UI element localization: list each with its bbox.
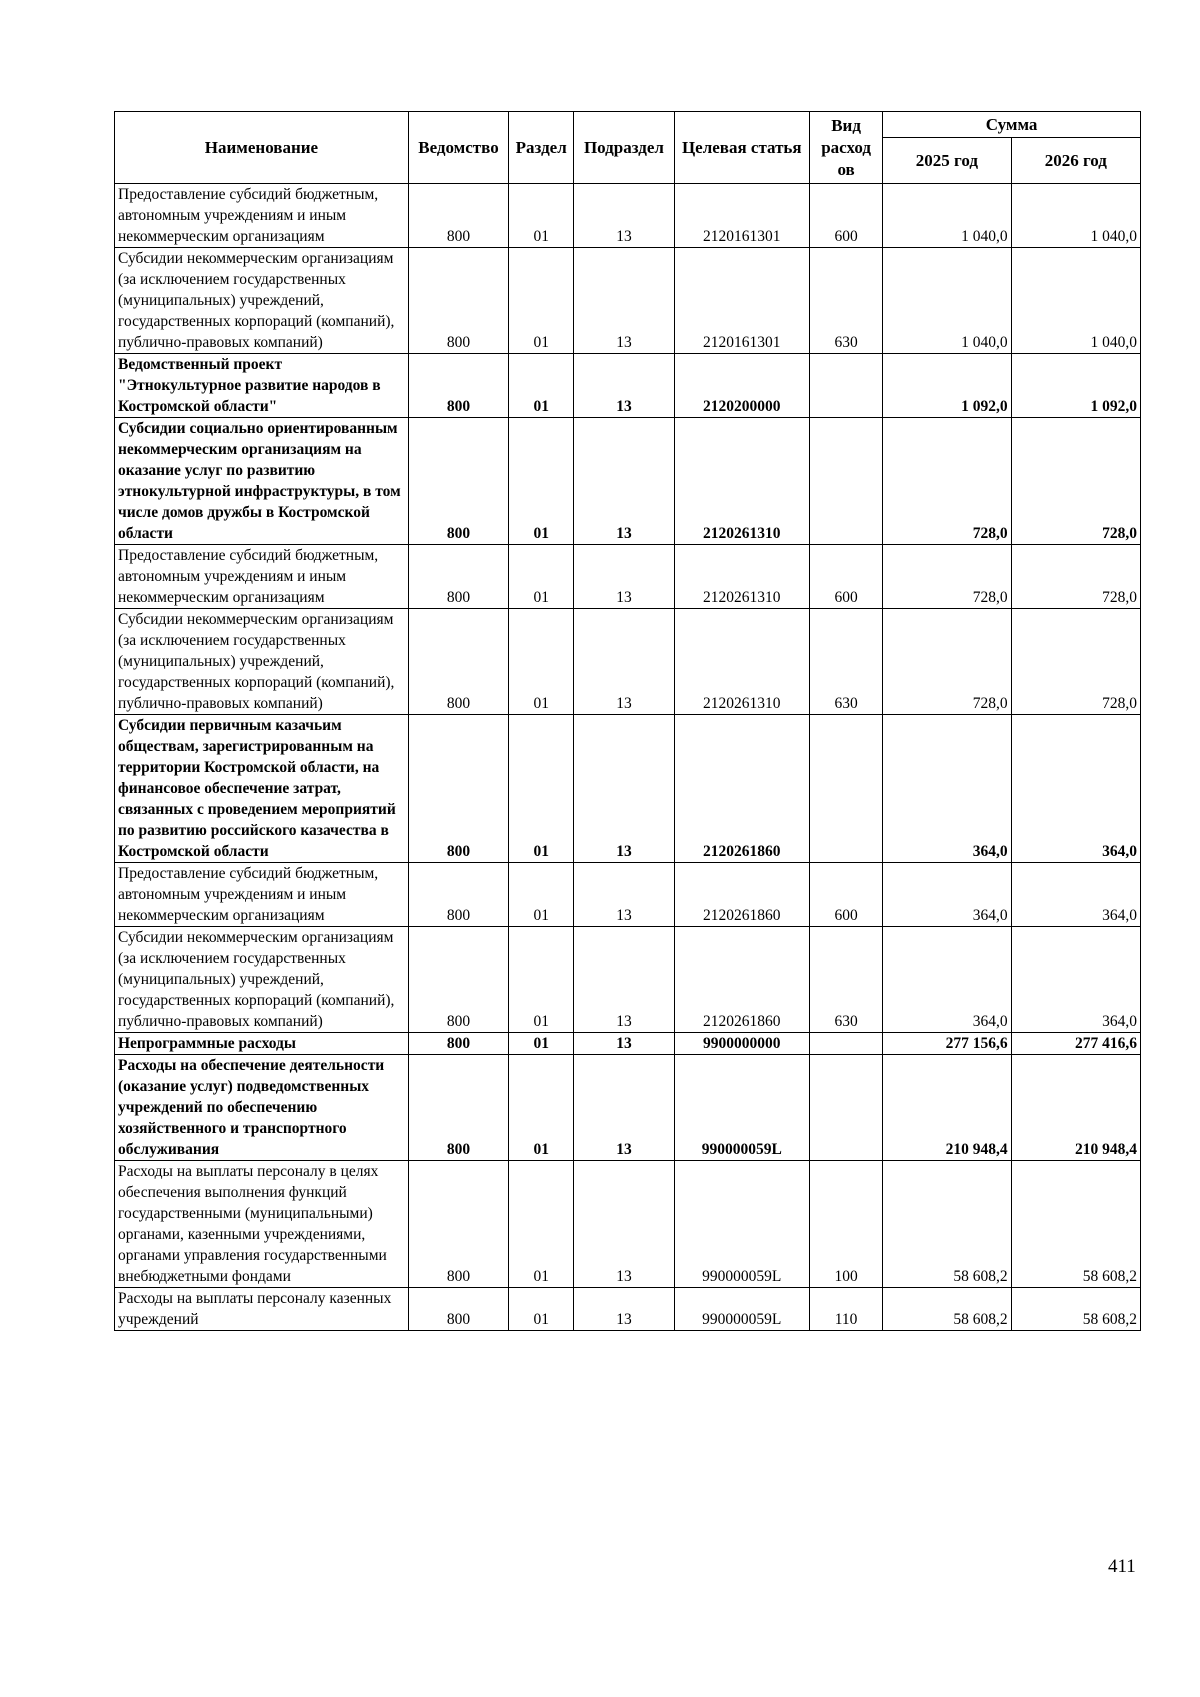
cell-name: Непрограммные расходы <box>115 1033 409 1055</box>
cell-statya: 2120261310 <box>674 418 809 545</box>
cell-statya: 990000059L <box>674 1288 809 1331</box>
table-row <box>115 1033 1141 1055</box>
col-header-statya: Целевая статья <box>674 112 809 184</box>
cell-razdel: 01 <box>509 354 574 418</box>
cell-sum-2025: 58 608,2 <box>883 1288 1011 1331</box>
cell-vedomstvo: 800 <box>408 1161 508 1288</box>
cell-razdel: 01 <box>509 1288 574 1331</box>
cell-podrazdel: 13 <box>574 1055 674 1161</box>
col-header-summa: Сумма <box>883 112 1141 138</box>
cell-podrazdel: 13 <box>574 418 674 545</box>
col-header-2025: 2025 год <box>883 138 1011 184</box>
cell-razdel: 01 <box>509 1055 574 1161</box>
cell-vedomstvo: 800 <box>408 184 508 248</box>
col-header-podrazdel: Подраздел <box>574 112 674 184</box>
cell-statya: 2120261310 <box>674 609 809 715</box>
cell-sum-2025: 210 948,4 <box>883 1055 1011 1161</box>
cell-razdel: 01 <box>509 927 574 1033</box>
cell-sum-2026: 1 092,0 <box>1011 354 1140 418</box>
cell-razdel: 01 <box>509 609 574 715</box>
cell-podrazdel: 13 <box>574 1288 674 1331</box>
col-header-razdel: Раздел <box>509 112 574 184</box>
cell-vid <box>809 715 882 863</box>
cell-vedomstvo: 800 <box>408 418 508 545</box>
cell-sum-2026: 728,0 <box>1011 418 1140 545</box>
cell-razdel: 01 <box>509 248 574 354</box>
table-row <box>115 1055 1141 1161</box>
table-row <box>115 545 1141 609</box>
cell-name: Ведомственный проект "Этнокультурное развитие народов в Костромской области" <box>115 354 409 418</box>
table-row <box>115 418 1141 545</box>
table-row <box>115 609 1141 715</box>
cell-sum-2025: 364,0 <box>883 715 1011 863</box>
table-row <box>115 354 1141 418</box>
cell-vid: 630 <box>809 248 882 354</box>
col-header-vedomstvo: Ведомство <box>408 112 508 184</box>
cell-statya: 2120200000 <box>674 354 809 418</box>
cell-statya: 9900000000 <box>674 1033 809 1055</box>
table-body <box>115 184 1141 1331</box>
table-row <box>115 715 1141 863</box>
cell-vid: 630 <box>809 609 882 715</box>
cell-vid <box>809 1055 882 1161</box>
cell-razdel: 01 <box>509 184 574 248</box>
table-row <box>115 1161 1141 1288</box>
cell-name: Субсидии некоммерческим организациям (за исключением государственных (муниципальных) учреждений, государственных корпораций (компаний), публично-правовых компаний) <box>115 248 409 354</box>
cell-vid <box>809 354 882 418</box>
table-row <box>115 863 1141 927</box>
cell-sum-2025: 728,0 <box>883 418 1011 545</box>
cell-name: Субсидии некоммерческим организациям (за исключением государственных (муниципальных) учреждений, государственных корпораций (компаний), публично-правовых компаний) <box>115 609 409 715</box>
cell-sum-2026: 1 040,0 <box>1011 184 1140 248</box>
cell-vedomstvo: 800 <box>408 354 508 418</box>
cell-sum-2025: 364,0 <box>883 927 1011 1033</box>
budget-table <box>114 111 1141 1331</box>
table-row <box>115 927 1141 1033</box>
col-header-vid: Вид расход ов <box>809 112 882 184</box>
cell-sum-2026: 728,0 <box>1011 609 1140 715</box>
cell-name: Субсидии социально ориентированным некоммерческим организациям на оказание услуг по развитию этнокультурной инфраструктуры, в том числе домов дружбы в Костромской области <box>115 418 409 545</box>
table-header <box>115 112 1141 184</box>
cell-vedomstvo: 800 <box>408 715 508 863</box>
cell-statya: 990000059L <box>674 1161 809 1288</box>
cell-podrazdel: 13 <box>574 863 674 927</box>
cell-podrazdel: 13 <box>574 715 674 863</box>
cell-statya: 2120261860 <box>674 927 809 1033</box>
cell-sum-2026: 277 416,6 <box>1011 1033 1140 1055</box>
cell-vedomstvo: 800 <box>408 545 508 609</box>
cell-razdel: 01 <box>509 1161 574 1288</box>
table-row <box>115 248 1141 354</box>
cell-vedomstvo: 800 <box>408 609 508 715</box>
cell-sum-2026: 210 948,4 <box>1011 1055 1140 1161</box>
cell-sum-2026: 1 040,0 <box>1011 248 1140 354</box>
cell-statya: 2120261310 <box>674 545 809 609</box>
cell-sum-2026: 364,0 <box>1011 863 1140 927</box>
cell-vid: 110 <box>809 1288 882 1331</box>
cell-name: Расходы на обеспечение деятельности (оказание услуг) подведомственных учреждений по обеспечению хозяйственного и транспортного обслуживания <box>115 1055 409 1161</box>
cell-name: Предоставление субсидий бюджетным, автономным учреждениям и иным некоммерческим организациям <box>115 184 409 248</box>
cell-sum-2025: 364,0 <box>883 863 1011 927</box>
cell-podrazdel: 13 <box>574 1033 674 1055</box>
cell-podrazdel: 13 <box>574 248 674 354</box>
cell-sum-2025: 277 156,6 <box>883 1033 1011 1055</box>
cell-podrazdel: 13 <box>574 184 674 248</box>
cell-statya: 2120261860 <box>674 715 809 863</box>
cell-vid: 100 <box>809 1161 882 1288</box>
cell-vedomstvo: 800 <box>408 1288 508 1331</box>
table-row <box>115 1288 1141 1331</box>
cell-sum-2025: 728,0 <box>883 545 1011 609</box>
cell-statya: 2120161301 <box>674 248 809 354</box>
cell-name: Расходы на выплаты персоналу казенных учреждений <box>115 1288 409 1331</box>
cell-name: Предоставление субсидий бюджетным, автономным учреждениям и иным некоммерческим организациям <box>115 545 409 609</box>
cell-name: Расходы на выплаты персоналу в целях обеспечения выполнения функций государственными (муниципальными) органами, казенными учреждениями, органами управления государственными внебюджетными фондами <box>115 1161 409 1288</box>
cell-sum-2026: 58 608,2 <box>1011 1288 1140 1331</box>
cell-sum-2025: 58 608,2 <box>883 1161 1011 1288</box>
cell-vedomstvo: 800 <box>408 248 508 354</box>
cell-vedomstvo: 800 <box>408 927 508 1033</box>
cell-razdel: 01 <box>509 545 574 609</box>
cell-podrazdel: 13 <box>574 354 674 418</box>
cell-sum-2026: 728,0 <box>1011 545 1140 609</box>
cell-podrazdel: 13 <box>574 927 674 1033</box>
cell-sum-2026: 364,0 <box>1011 927 1140 1033</box>
cell-vedomstvo: 800 <box>408 1033 508 1055</box>
cell-vedomstvo: 800 <box>408 1055 508 1161</box>
cell-name: Субсидии первичным казачьим обществам, зарегистрированным на территории Костромской области, на финансовое обеспечение затрат, связанных с проведением мероприятий по развитию российского казачества в Костромской области <box>115 715 409 863</box>
cell-statya: 2120261860 <box>674 863 809 927</box>
cell-razdel: 01 <box>509 715 574 863</box>
col-header-2026: 2026 год <box>1011 138 1140 184</box>
cell-razdel: 01 <box>509 863 574 927</box>
cell-vid: 600 <box>809 184 882 248</box>
cell-sum-2025: 1 040,0 <box>883 184 1011 248</box>
cell-razdel: 01 <box>509 418 574 545</box>
cell-vid: 600 <box>809 545 882 609</box>
cell-statya: 990000059L <box>674 1055 809 1161</box>
cell-statya: 2120161301 <box>674 184 809 248</box>
cell-vid <box>809 418 882 545</box>
table-row <box>115 184 1141 248</box>
cell-sum-2025: 728,0 <box>883 609 1011 715</box>
cell-sum-2025: 1 040,0 <box>883 248 1011 354</box>
cell-sum-2025: 1 092,0 <box>883 354 1011 418</box>
cell-name: Предоставление субсидий бюджетным, автономным учреждениям и иным некоммерческим организациям <box>115 863 409 927</box>
cell-name: Субсидии некоммерческим организациям (за исключением государственных (муниципальных) учреждений, государственных корпораций (компаний), публично-правовых компаний) <box>115 927 409 1033</box>
cell-podrazdel: 13 <box>574 1161 674 1288</box>
cell-sum-2026: 364,0 <box>1011 715 1140 863</box>
cell-podrazdel: 13 <box>574 545 674 609</box>
cell-vedomstvo: 800 <box>408 863 508 927</box>
col-header-name: Наименование <box>115 112 409 184</box>
page-number: 411 <box>1108 1556 1136 1577</box>
cell-podrazdel: 13 <box>574 609 674 715</box>
cell-vid: 630 <box>809 927 882 1033</box>
cell-vid <box>809 1033 882 1055</box>
cell-razdel: 01 <box>509 1033 574 1055</box>
cell-vid: 600 <box>809 863 882 927</box>
cell-sum-2026: 58 608,2 <box>1011 1161 1140 1288</box>
